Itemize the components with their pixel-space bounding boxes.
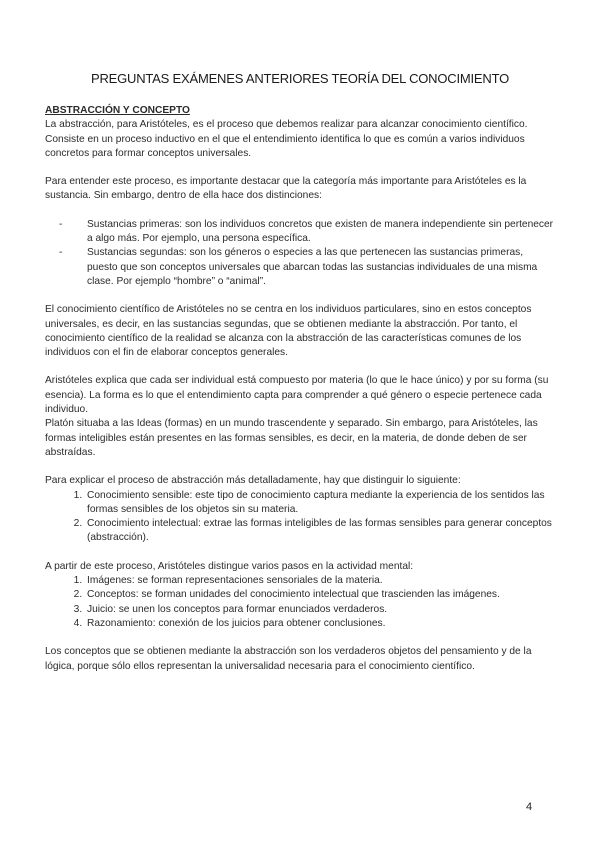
document-title: PREGUNTAS EXÁMENES ANTERIORES TEORÍA DEL CONOCIMIENTO <box>90 71 509 86</box>
substance-list <box>45 218 555 289</box>
list-item-reasoning: 4. Razonamiento: conexión de los juicios para obtener conclusiones. <box>85 617 555 631</box>
document-body <box>45 104 555 674</box>
paragraph-process-intro: Para explicar el proceso de abstracción más detalladamente, hay que distinguir lo siguiente: <box>45 475 461 487</box>
list-item-judgment: 3. Juicio: se unen los conceptos para formar enunciados verdaderos. <box>85 603 555 617</box>
list-item-intellectual-knowledge: 2. Conocimiento intelectual: extrae las formas inteligibles de las formas sensibles para generar conceptos (abstracción). <box>85 517 555 546</box>
list-item-secondary-substances: - Sustancias segundas: son los géneros o especies a las que pertenecen las sustancias primeras, puesto que son conceptos universales que abarcan todas las sustancias individuales de una misma clase. Por ejemplo “hombre” o “animal”. <box>87 246 555 289</box>
paragraph-steps-intro: A partir de este proceso, Aristóteles distingue varios pasos en la actividad mental: <box>45 560 414 572</box>
section-heading: ABSTRACCIÓN Y CONCEPTO <box>45 105 190 116</box>
list-item-primary-substances: - Sustancias primeras: son los individuos concretos que existen de manera independiente sin pertenecer a algo más. Por ejemplo, una persona específica. <box>87 218 555 247</box>
mental-steps-list <box>45 574 555 631</box>
list-item-sensible-knowledge: 1. Conocimiento sensible: este tipo de conocimiento captura mediante la experiencia de los sentidos las formas sensibles de los objetos sin su materia. <box>85 489 555 518</box>
paragraph-matter-form: Aristóteles explica que cada ser individual está compuesto por materia (lo que le hace único) y por su forma (su esencia). La forma es lo que el entendimiento capta para comprender a qué género o especie pertenece cada individuo. <box>45 375 549 416</box>
paragraph-scientific-knowledge: El conocimiento científico de Aristóteles no se centra en los individuos particulares, sino en estos conceptos universales, es decir, en las sustancias segundas, que se obtienen mediante la abstracción. Por tanto, el conocimiento científico de la realidad se alcanza con la abstracción de las características comunes de los individuos con el fin de elaborar conceptos generales. <box>45 304 532 359</box>
paragraph-plato: Platón situaba a las Ideas (formas) en un mundo trascendente y separado. Sin embargo, para Aristóteles, las formas inteligibles están presentes en las formas sensibles, es decir, en la materia, de donde deben de ser abstraídas. <box>45 418 538 458</box>
list-item-images: 1. Imágenes: se forman representaciones sensoriales de la materia. <box>85 574 555 588</box>
page-number: 4 <box>526 801 533 813</box>
list-item-concepts: 2. Conceptos: se forman unidades del conocimiento intelectual que trascienden las imágenes. <box>85 588 555 602</box>
paragraph-conclusion: Los conceptos que se obtienen mediante la abstracción son los verdaderos objetos del pensamiento y de la lógica, porque sólo ellos representan la universalidad necesaria para el conocimiento científico. <box>45 646 532 672</box>
paragraph-substance-intro: Para entender este proceso, es importante destacar que la categoría más importante para Aristóteles es la sustancia. Sin embargo, dentro de ella hace dos distinciones: <box>45 176 527 202</box>
paragraph-abstraction-definition: La abstracción, para Aristóteles, es el proceso que debemos realizar para alcanzar conocimiento científico. Consiste en un proceso inductivo en el que el entendimiento identifica lo que es común a varios individuos concretos para formar conceptos universales. <box>45 119 528 159</box>
knowledge-list <box>45 489 555 546</box>
